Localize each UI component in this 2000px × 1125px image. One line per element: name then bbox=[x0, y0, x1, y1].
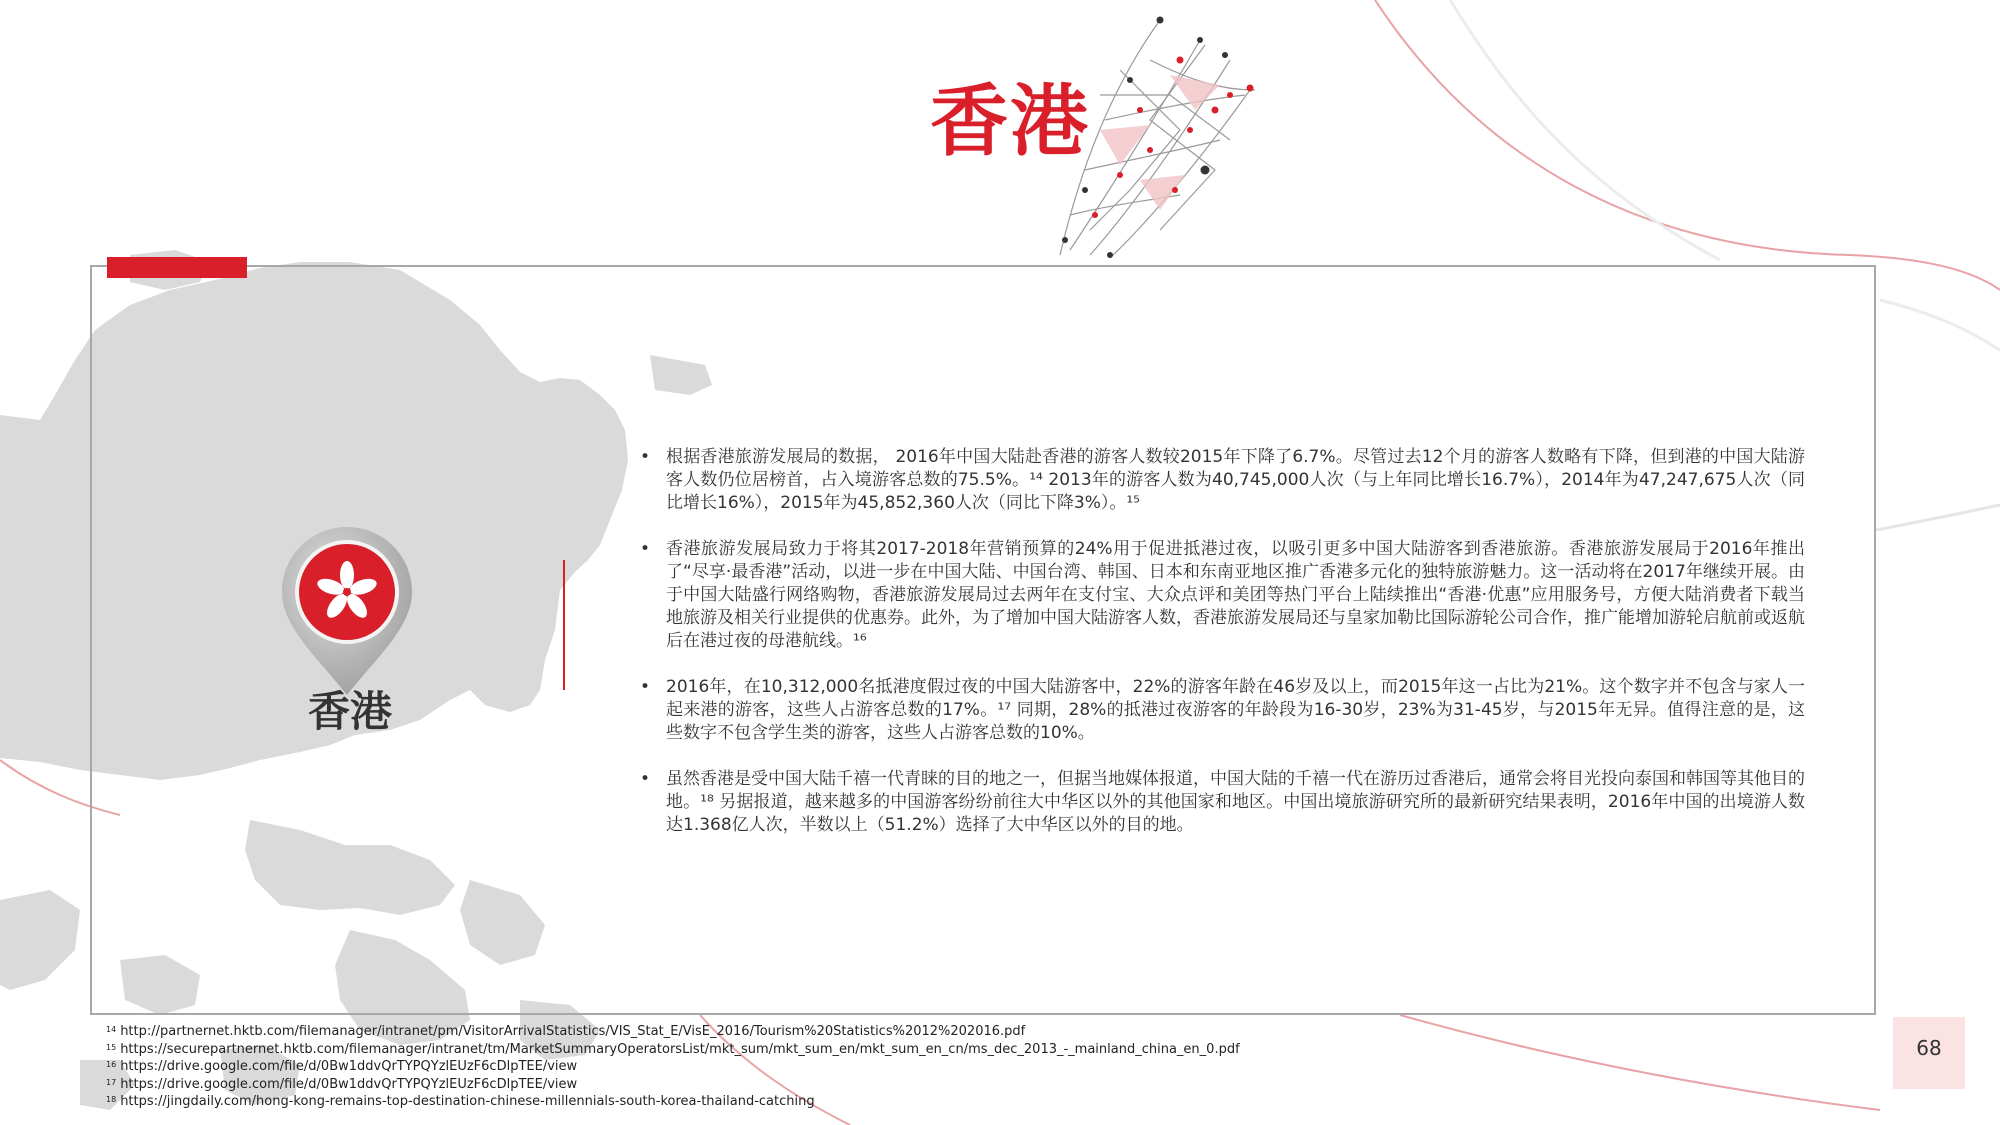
footnote-number: 17 bbox=[106, 1077, 117, 1087]
bullet-text: 2016年，在10,312,000名抵港度假过夜的中国大陆游客中，22%的游客年龄在46岁及以上，而2015年这一占比为21%。这个数字并不包含与家人一起来港的游客，这些人占游客总数的17%。¹⁷ 同期，28%的抵港过夜游客的年龄段为16-30岁，23%为31-45岁，与2015年无异。值得注意的是，这些数字不包含学生类的游客，这些人占游客总数的10%。 bbox=[666, 677, 1805, 743]
footnote-link[interactable]: https://drive.google.com/file/d/0Bw1ddvQrTYPQYzlEUzF6cDlpTEE/view bbox=[120, 1059, 578, 1074]
page-number: 68 bbox=[1916, 1036, 1942, 1060]
bullet-list bbox=[640, 446, 1805, 860]
footnote-link[interactable]: https://drive.google.com/file/d/0Bw1ddvQrTYPQYzlEUzF6cDlpTEE/view bbox=[120, 1076, 578, 1092]
footnote-number: 18 bbox=[106, 1095, 117, 1104]
footnote-number: 15 bbox=[106, 1042, 117, 1052]
region-label: 香港 bbox=[307, 687, 392, 736]
bullet-text: 香港旅游发展局致力于将其2017-2018年营销预算的24%用于促进抵港过夜，以吸引更多中国大陆游客到香港旅游。香港旅游发展局于2016年推出了“尽享·最香港”活动，以进一步在中国大陆、中国台湾、韩国、日本和东南亚地区推广香港多元化的独特旅游魅力。这一活动将在2017年继续开展。由于中国大陆盛行网络购物，香港旅游发展局过去两年在支付宝、大众点评和美团等热门平台上陆续推出“香港·优惠”应用服务号，方便大陆消费者下载当地旅游及相关行业提供的优惠券。此外，为了增加中国大陆游客人数，香港旅游发展局还与皇家加勒比国际游轮公司合作，推广能增加游轮启航前或返航后在港过夜的母港航线。¹⁶ bbox=[666, 539, 1805, 651]
bullet-dot: • bbox=[640, 769, 651, 789]
bullet-item bbox=[640, 538, 1805, 653]
footnote-link[interactable]: https://securepartnernet.hktb.com/filemanager/intranet/tm/MarketSummaryOperatorsList/mkt_sum/mkt_sum_en/mkt_sum_en_cn/ms_dec_2013_-_mainland_china_en_0.pdf bbox=[120, 1041, 1240, 1057]
bullet-item bbox=[640, 446, 1805, 515]
footnote bbox=[106, 1023, 1406, 1041]
bullet-text: 根据香港旅游发展局的数据， 2016年中国大陆赴香港的游客人数较2015年下降了6.7%。尽管过去12个月的游客人数略有下降，但到港的中国大陆游客人数仍位居榜首，占入境游客总数的75.5%。¹⁴ 2013年的游客人数为40,745,000人次（与上年同比增长16.7%），2014年为47,247,675人次（同比增长16%），2015年为45,852,360人次（同比下降3%）。¹⁵ bbox=[666, 447, 1805, 513]
footnotes bbox=[106, 1023, 1406, 1111]
page-title: 香港 bbox=[930, 77, 1091, 167]
footnote-link[interactable]: http://partnernet.hktb.com/filemanager/intranet/pm/VisitorArrivalStatistics/VIS_Stat_E/VisE_2016/Tourism%20Statistics%2012%202016.pdf bbox=[120, 1024, 1026, 1039]
footnote bbox=[106, 1076, 1406, 1094]
bullet-dot: • bbox=[640, 539, 651, 559]
footnote-link[interactable]: https://jingdaily.com/hong-kong-remains-top-destination-chinese-millennials-south-korea-thailand-catching bbox=[120, 1094, 815, 1109]
bullet-item bbox=[640, 676, 1805, 745]
footnote-number: 16 bbox=[106, 1060, 117, 1069]
footnote bbox=[106, 1041, 1406, 1059]
footnote-number: 14 bbox=[106, 1025, 117, 1034]
footnote bbox=[106, 1058, 1406, 1076]
footnote bbox=[106, 1093, 1406, 1111]
location-pin-icon bbox=[282, 527, 412, 697]
accent-bar bbox=[107, 257, 247, 278]
bullet-dot: • bbox=[640, 677, 651, 697]
divider-line bbox=[563, 560, 565, 690]
bullet-dot: • bbox=[640, 447, 651, 467]
bullet-text: 虽然香港是受中国大陆千禧一代青睐的目的地之一，但据当地媒体报道，中国大陆的千禧一代在游历过香港后，通常会将目光投向泰国和韩国等其他目的地。¹⁸ 另据报道，越来越多的中国游客纷纷前往大中华区以外的其他国家和地区。中国出境旅游研究所的最新研究结果表明，2016年中国的出境游人数达1.368亿人次，半数以上（51.2%）选择了大中华区以外的目的地。 bbox=[666, 769, 1805, 835]
bullet-item bbox=[640, 768, 1805, 837]
